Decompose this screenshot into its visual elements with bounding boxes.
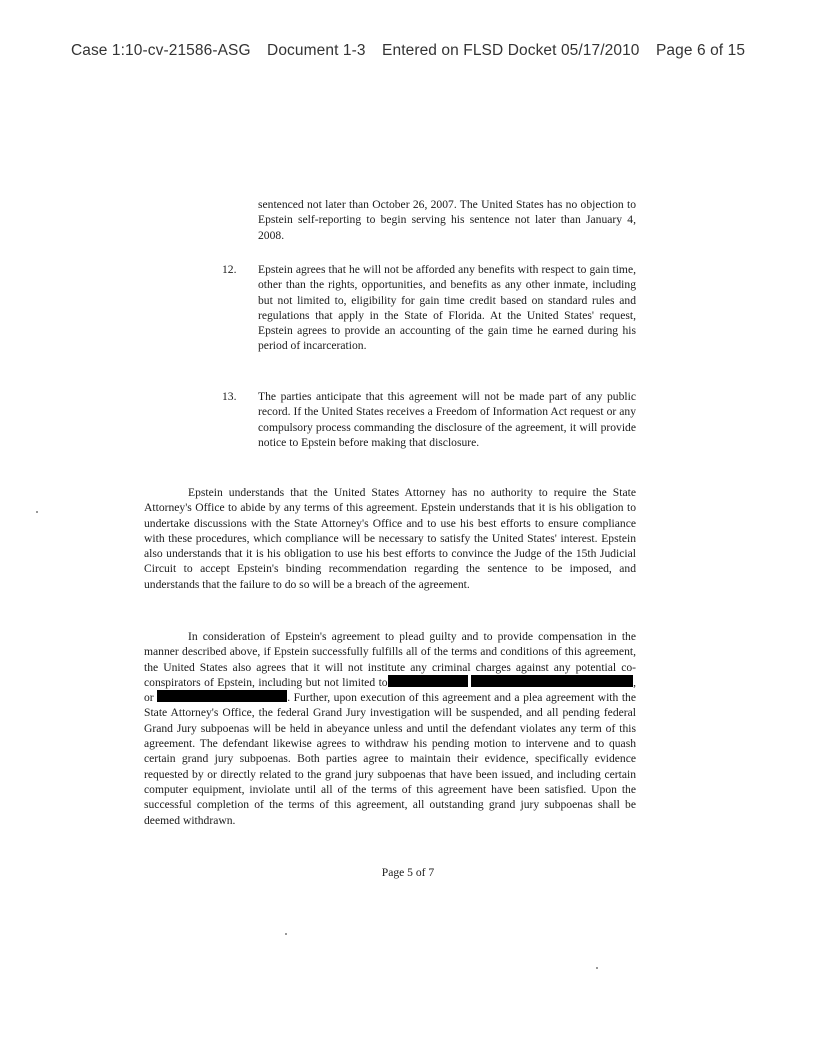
paragraph-text-part2: . Further, upon execution of this agreement and a plea agreement with the State Attorney's Office, the federal Grand Jury investigation will be suspended, and all pending federal Grand Jury subpoenas will be held in abeyance unless and until the defendant violates any term of this agreement. The defendant likewise agrees to withdraw his pending motion to intervene and to quash certain grand jury subpoenas. Both parties agree to maintain their evidence, specifically evidence requested by or directly related to the grand jury subpoenas that have been issued, and including certain computer equipment, inviolate until all of the terms of this agreement have been satisfied. Upon the successful completion of the terms of this agreement, all outstanding grand jury subpoenas shall be deemed withdrawn.: [144, 691, 636, 827]
docket-header: [0, 42, 816, 60]
document-number: Document 1-3: [267, 42, 366, 59]
redaction-block: [157, 690, 287, 702]
scan-speck: [596, 967, 598, 969]
item-text: The parties anticipate that this agreement will not be made part of any public record. If the United States receives a Freedom of Information Act request or any compulsory process commanding the disclosure of the agreement, it will provide notice to Epstein before making that disclosure.: [258, 390, 636, 449]
redaction-block: [388, 675, 468, 687]
paragraph-separator: , or: [144, 675, 636, 705]
item-number: 12.: [222, 263, 237, 276]
continuation-paragraph: sentenced not later than October 26, 2007. The United States has no objection to Epstein self-reporting to begin serving his sentence not later than January 4, 2008.: [258, 198, 636, 242]
numbered-item-13: [222, 389, 636, 450]
paragraph-consideration: [144, 629, 636, 828]
item-text: Epstein agrees that he will not be afforded any benefits with respect to gain time, other than the rights, opportunities, and benefits as any other inmate, including but not limited to, eligibility for gain time credit based on standard rules and regulations that apply in the State of Florida. At the United States' request, Epstein agrees to provide an accounting of the gain time he earned during his period of incarceration.: [258, 263, 636, 353]
case-number: Case 1:10-cv-21586-ASG: [70, 42, 251, 59]
scan-speck: [36, 511, 38, 513]
item-number: 13.: [222, 390, 237, 403]
paragraph-text-part1: In consideration of Epstein's agreement to plead guilty and to provide compensation in the manner described above, if Epstein successfully fulfills all of the terms and conditions of this agreement, the United States also agrees that it will not institute any criminal charges against any potential co-conspirators of Epstein, including but not limited to: [144, 630, 636, 689]
docket-page-number: Page 6 of 15: [655, 42, 746, 59]
page-footer: Page 5 of 7: [381, 866, 435, 879]
numbered-item-12: [222, 262, 636, 354]
scan-speck: [285, 933, 287, 935]
paragraph-state-attorney: Epstein understands that the United States Attorney has no authority to require the State Attorney's Office to abide by any terms of this agreement. Epstein understands that it is his obligation to undertake discussions with the State Attorney's Office and to use his best efforts to ensure compliance with these procedures, which compliance will be necessary to satisfy the United States' interest. Epstein also understands that it is his obligation to use his best efforts to convince the Judge of the 15th Judicial Circuit to accept Epstein's binding recommendation regarding the sentence to be imposed, and understands that the failure to do so will be a breach of the agreement.: [144, 486, 636, 591]
docket-entry: Entered on FLSD Docket 05/17/2010: [382, 42, 640, 59]
redaction-block: [471, 675, 633, 687]
